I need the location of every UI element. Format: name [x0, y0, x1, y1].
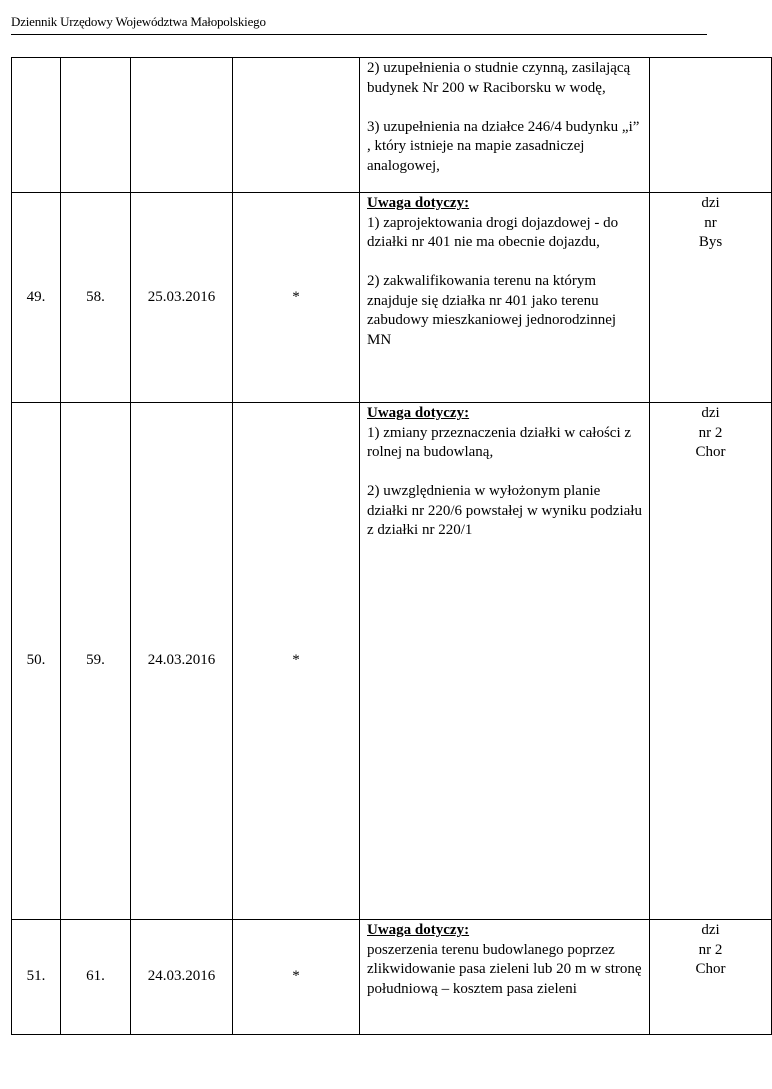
running-header: Dziennik Urzędowy Województwa Małopolskiego [11, 14, 266, 29]
uwaga-item: poszerzenia terenu budowlanego poprzez zlikwidowanie pasa zieleni lub 20 m w stronę południową – kosztem pasa zieleni [367, 941, 642, 997]
uwaga-item: 2) uwzględnienia w wyłożonym planie działki nr 220/6 powstałej w wyniku podziału z działki nr 220/1 [367, 483, 642, 538]
truncated-cell [650, 193, 772, 403]
uwaga-content-cell [360, 920, 650, 1035]
date-cell: 24.03.2016 [131, 403, 233, 920]
uwaga-content-cell [360, 193, 650, 403]
uwaga-label: Uwaga dotyczy: [367, 405, 470, 421]
uwaga-content-cell [360, 403, 650, 920]
uwaga-content-cell [360, 58, 650, 193]
truncated-cell [650, 58, 772, 193]
table-row [12, 193, 772, 403]
nr-cell: 58. [61, 193, 131, 403]
col4-cell: * [233, 193, 360, 403]
uwaga-item: 2) uzupełnienia o studnie czynną, zasilającą budynek Nr 200 w Raciborsku w wodę, [367, 60, 631, 96]
nr-cell: 59. [61, 403, 131, 920]
date-cell: 25.03.2016 [131, 193, 233, 403]
truncated-cell [650, 403, 772, 920]
truncated-text: nr 2 [698, 424, 723, 441]
truncated-text: Chor [695, 444, 726, 460]
truncated-cell [650, 920, 772, 1035]
truncated-text: dzi [701, 405, 720, 421]
lp-cell [12, 58, 61, 193]
col4-cell: * [233, 403, 360, 920]
uwaga-label: Uwaga dotyczy: [367, 195, 470, 211]
truncated-text: Chor [695, 961, 726, 977]
truncated-text: nr 2 [698, 941, 723, 958]
uwagi-table [11, 57, 772, 1035]
truncated-text: dzi [701, 922, 720, 938]
lp-cell: 49. [12, 193, 61, 403]
truncated-text: nr [704, 214, 717, 231]
col4-cell: * [233, 920, 360, 1035]
header-rule [11, 34, 707, 35]
nr-cell: 61. [61, 920, 131, 1035]
uwaga-item: 2) zakwalifikowania terenu na którym znajduje się działka nr 401 jako terenu zabudowy mieszkaniowej jednorodzinnej MN [367, 273, 617, 348]
date-cell: 24.03.2016 [131, 920, 233, 1035]
truncated-text: Bys [698, 234, 723, 250]
uwaga-item: 3) uzupełnienia na działce 246/4 budynku „i” , który istnieje na mapie zasadniczej analogowej, [367, 118, 640, 174]
lp-cell: 51. [12, 920, 61, 1035]
table-row [12, 920, 772, 1035]
truncated-text: dzi [701, 195, 720, 211]
lp-cell: 50. [12, 403, 61, 920]
uwaga-item: 1) zmiany przeznaczenia działki w całości z rolnej na budowlaną, [367, 424, 632, 460]
table-row [12, 403, 772, 920]
nr-cell [61, 58, 131, 193]
col4-cell [233, 58, 360, 193]
uwaga-label: Uwaga dotyczy: [367, 922, 470, 938]
date-cell [131, 58, 233, 193]
table-row [12, 58, 772, 193]
uwaga-item: 1) zaprojektowania drogi dojazdowej - do działki nr 401 nie ma obecnie dojazdu, [367, 214, 619, 250]
